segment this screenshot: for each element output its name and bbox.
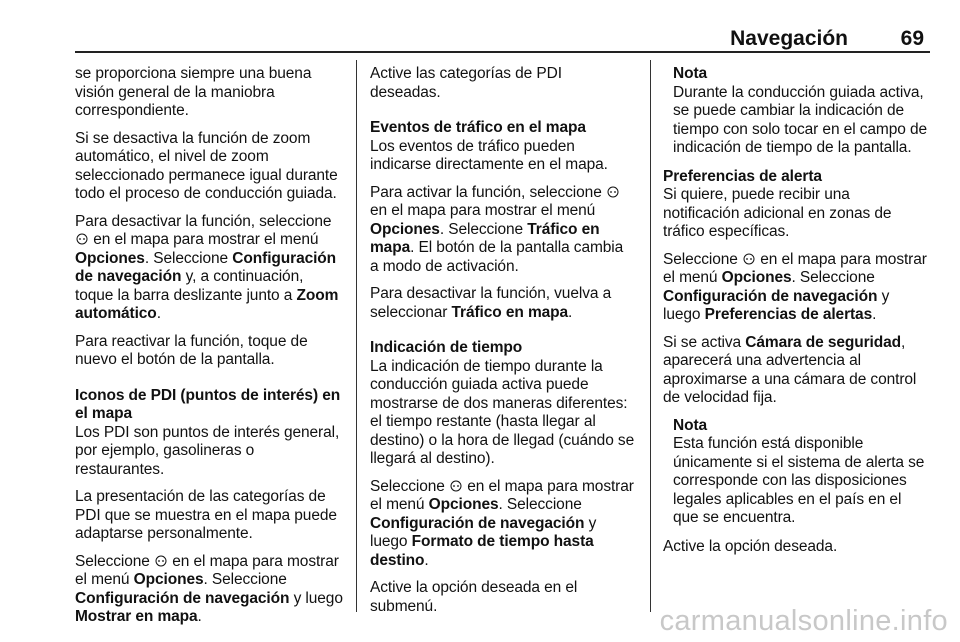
text-run: Seleccione xyxy=(663,250,738,268)
menu-name: Opciones xyxy=(133,571,204,588)
menu-name: Zoom automático xyxy=(75,286,339,322)
text-run: en el mapa para mostrar el menú xyxy=(370,477,634,513)
column-divider xyxy=(356,60,357,612)
text-run: . Seleccione xyxy=(203,571,287,588)
column-3 xyxy=(663,65,928,565)
text-run: y luego xyxy=(663,287,890,323)
paragraph xyxy=(370,184,635,277)
text-run: . Seleccione xyxy=(498,496,582,513)
text-run: . Seleccione xyxy=(144,249,229,267)
note-box xyxy=(663,65,928,158)
text-run: en el mapa para mostrar el menú xyxy=(75,552,339,588)
section-heading: Iconos de PDI (puntos de interés) en el mapa xyxy=(75,386,341,422)
menu-name: Tráfico en mapa xyxy=(370,220,600,256)
menu-name: Mostrar en mapa xyxy=(75,608,198,625)
paragraph: Los PDI son puntos de interés general, por ejemplo, gasolineras o restaurantes. xyxy=(75,423,340,478)
page-number: 69 xyxy=(900,27,924,50)
menu-name: Cámara de seguridad xyxy=(745,333,902,351)
watermark: carmanualsonline.info xyxy=(659,605,948,637)
column-1 xyxy=(75,65,345,636)
note-box xyxy=(663,417,928,528)
section-title: Navegación xyxy=(730,27,848,50)
options-circle-icon xyxy=(450,480,462,492)
text-run: . Seleccione xyxy=(791,269,875,286)
section-heading: Eventos de tráfico en el mapa xyxy=(370,119,586,136)
menu-name: Opciones xyxy=(428,496,499,513)
text-run: Para desactivar la función, seleccione xyxy=(75,212,332,230)
paragraph xyxy=(75,213,345,324)
menu-name: Opciones xyxy=(75,249,145,267)
paragraph xyxy=(663,251,928,325)
text-run: Si se activa xyxy=(663,333,742,351)
menu-name: Tráfico en mapa xyxy=(451,303,569,321)
options-circle-icon xyxy=(743,253,755,265)
paragraph: La indicación de tiempo durante la conducción guiada activa puede mostrarse de dos maneras diferentes: el tiempo restante (hasta llegar al destino) o la hora de llegad (cuándo se llegará al destino). xyxy=(370,357,635,467)
text-run: en el mapa para mostrar el menú xyxy=(93,231,319,248)
menu-name: Opciones xyxy=(721,269,792,286)
note-label: Nota xyxy=(673,416,708,434)
menu-name: Configuración de navegación xyxy=(370,514,585,532)
options-circle-icon xyxy=(155,555,167,567)
paragraph: Active la opción deseada en el submenú. xyxy=(370,579,578,615)
paragraph xyxy=(75,553,345,627)
text-run: , aparecerá una advertencia al aproximarse a una cámara de control de velocidad fija. xyxy=(663,333,917,406)
section xyxy=(370,339,635,469)
column-divider xyxy=(650,60,651,612)
section xyxy=(370,119,635,175)
options-circle-icon xyxy=(76,233,88,245)
section xyxy=(663,168,928,242)
text-run: . El botón de la pantalla cambia a modo de activación. xyxy=(370,239,624,275)
text-run: . xyxy=(872,306,877,323)
paragraph: Si quiere, puede recibir una notificación adicional en zonas de tráfico específicas. xyxy=(663,186,892,240)
menu-name: Configuración de navegación xyxy=(75,589,290,607)
menu-name: Configuración de navegación xyxy=(75,249,337,285)
text-run: . Seleccione xyxy=(439,220,524,238)
text-run: y luego xyxy=(293,589,343,607)
text-run: . xyxy=(156,305,161,322)
section-heading: Preferencias de alerta xyxy=(663,167,822,185)
page-header xyxy=(75,0,930,53)
text-run: y luego xyxy=(370,514,597,550)
menu-name: Opciones xyxy=(370,220,440,238)
text-run: Para desactivar la función, vuelva a seleccionar xyxy=(370,285,612,321)
text-run: . xyxy=(197,608,202,625)
text-run: en el mapa para mostrar el menú xyxy=(663,250,927,286)
note-label: Nota xyxy=(673,65,708,82)
paragraph: se proporciona siempre una buena visión general de la maniobra correspondiente. xyxy=(75,65,312,119)
paragraph: La presentación de las categorías de PDI que se muestra en el mapa puede adaptarse personalmente. xyxy=(75,488,337,542)
note-text: Esta función está disponible únicamente si el sistema de alerta se corresponde con las disposiciones legales aplicables en el país en el que se encuentra. xyxy=(673,435,925,526)
paragraph xyxy=(370,285,635,322)
section xyxy=(75,387,345,480)
text-run: Seleccione xyxy=(370,477,445,495)
text-run: en el mapa para mostrar el menú xyxy=(370,202,596,219)
paragraph: Los eventos de tráfico pueden indicarse directamente en el mapa. xyxy=(370,137,608,173)
note-text: Durante la conducción guiada activa, se puede cambiar la indicación de tiempo con solo tocar en el campo de indicación de tiempo de la pantalla. xyxy=(673,83,928,156)
paragraph: Si se desactiva la función de zoom automático, el nivel de zoom seleccionado permanece igual durante todo el proceso de conducción guiada. xyxy=(75,129,338,202)
text-run: . xyxy=(568,303,573,321)
text-run: Para activar la función, seleccione xyxy=(370,183,602,201)
text-run: . xyxy=(424,551,429,569)
paragraph xyxy=(370,478,635,571)
options-circle-icon xyxy=(607,186,619,198)
text-run: Seleccione xyxy=(75,552,150,570)
paragraph: Active la opción deseada. xyxy=(663,537,838,555)
paragraph: Para reactivar la función, toque de nuevo el botón de la pantalla. xyxy=(75,332,308,368)
menu-name: Formato de tiempo hasta destino xyxy=(370,533,594,569)
section-heading: Indicación de tiempo xyxy=(370,339,523,356)
text-run: y, a continuación, toque la barra deslizante junto a xyxy=(75,268,304,304)
paragraph: Active las categorías de PDI deseadas. xyxy=(370,65,562,101)
menu-name: Preferencias de alertas xyxy=(704,306,873,323)
menu-name: Configuración de navegación xyxy=(663,287,878,305)
paragraph xyxy=(663,334,928,408)
column-2 xyxy=(370,65,635,625)
